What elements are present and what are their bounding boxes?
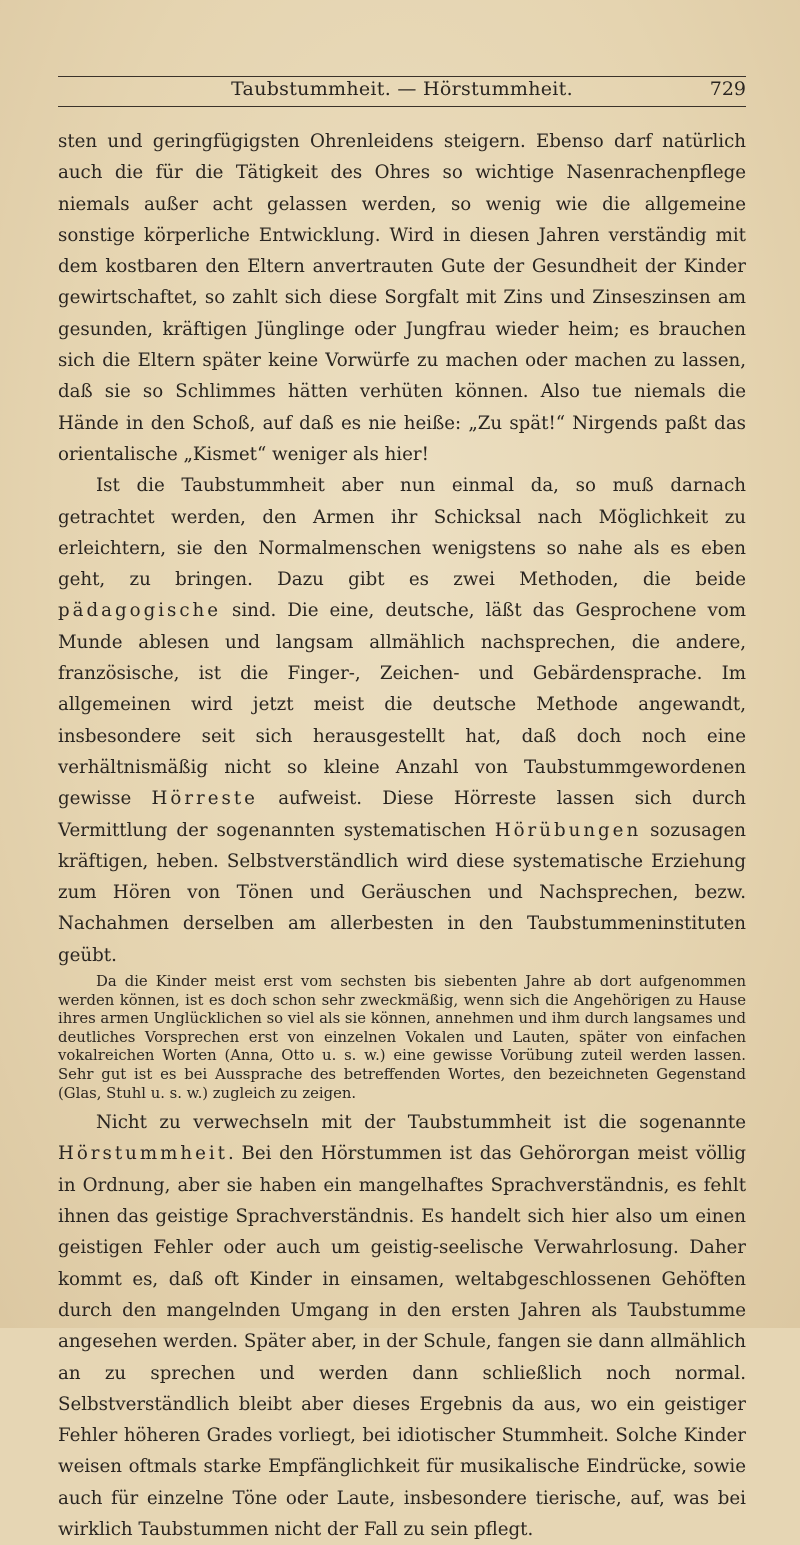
paragraph-text: sind. Die eine, deutsche, läßt das Gesprochene vom Munde ablesen und langsam allmählich nachsprechen, die andere, französische, ist die Finger-, Zeichen- und Gebärdensprache. Im allgemeinen wird jetzt meist die deutsche Methode angewandt, insbesondere seit sich herausgestellt hat, daß doch noch eine verhältnismäßig nicht so kleine Anzahl von Taubstummgewordenen gewisse bbox=[58, 600, 746, 810]
page-number: 729 bbox=[709, 78, 746, 100]
paragraph-text: sozusagen kräftigen, heben. Selbstverständlich wird diese systematische Erziehung zum Hören von Tönen und Geräuschen und Nachsprechen, bezw. Nachahmen derselben am allerbesten in den Taubstummeninstituten geübt. bbox=[58, 819, 746, 966]
paragraph-small-print: Da die Kinder meist erst vom sechsten bis siebenten Jahre ab dort aufgenommen werden können, ist es doch schon sehr zweckmäßig, wenn sich die Angehörigen zu Hause ihres armen Unglücklichen so viel als sie können, annehmen und ihm durch langsames und deutliches Vorsprechen erst von einzelnen Vokalen und Lauten, später von einfachen vokalreichen Worten (Anna, Otto u. s. w.) eine gewisse Vorübung zuteil werden lassen. Sehr gut ist es bei Aussprache des betreffenden Wortes, den bezeichneten Gegenstand (Glas, Stuhl u. s. w.) zugleich zu zeigen. bbox=[58, 973, 746, 1102]
paragraph-methods bbox=[58, 470, 746, 971]
paragraph-text: aufweist. Diese Hörreste lassen sich durch Vermittlung der sogenannten systematischen bbox=[58, 788, 746, 841]
running-head bbox=[58, 78, 746, 106]
body-text bbox=[58, 126, 746, 1545]
paragraph-text: Ist die Taubstummheit aber nun einmal da, so muß darnach getrachtet werden, den Armen ihr Schicksal nach Möglichkeit zu erleichtern, sie den Normalmenschen wenigstens so nahe als es eben geht, zu bringen. Dazu gibt es zwei Methoden, die beide bbox=[58, 475, 746, 591]
header-rule-bottom bbox=[58, 106, 746, 107]
paragraph-continuation: sten und geringfügigsten Ohrenleidens steigern. Ebenso darf natürlich auch die für die Tätigkeit des Ohres so wichtige Nasenrachenpflege niemals außer acht gelassen werden, so wenig wie die allgemeine sonstige körperliche Entwicklung. Wird in diesen Jahren verständig mit dem kostbaren den Eltern anvertrauten Gute der Gesundheit der Kinder gewirtschaftet, so zahlt sich diese Sorgfalt mit Zins und Zinseszinsen am gesunden, kräftigen Jünglinge oder Jungfrau wieder heim; es brauchen sich die Eltern später keine Vorwürfe zu machen oder machen zu lassen, daß sie so Schlimmes hätten verhüten können. Also tue niemals die Hände in den Schoß, auf daß es nie heiße: „Zu spät!“ Nirgends paßt das orientalische „Kismet“ weniger als hier! bbox=[58, 131, 746, 465]
paragraph-hoerstummheit bbox=[58, 1107, 746, 1545]
paragraph-text: . Bei den Hörstummen ist das Gehörorgan meist völlig in Ordnung, aber sie haben ein mangelhaftes Sprachverständnis, es fehlt ihnen das geistige Sprachverständnis. Es handelt sich hier also um einen geistigen Fehler oder auch um geistig-seelische Verwahrlosung. Daher kommt es, daß oft Kinder in einsamen, weltabgeschlossenen Gehöften durch den mangelnden Umgang in den ersten Jahren als Taubstumme angesehen werden. Später aber, in der Schule, fangen sie dann allmählich an zu sprechen und werden dann schließlich noch normal. Selbstverständlich bleibt aber dieses Ergebnis da aus, wo ein geistiger Fehler höheren Grades vorliegt, bei idiotischer Stummheit. Solche Kinder weisen oftmals starke Empfänglichkeit für musikalische Eindrücke, sowie auch für einzelne Töne oder Laute, insbesondere tierische, auf, was bei wirklich Taubstummen nicht der Fall zu sein pflegt. bbox=[58, 1143, 746, 1541]
running-title: Taubstummheit. — Hörstummheit. bbox=[231, 78, 573, 100]
emphasis-paedagogische: pädagogische bbox=[58, 600, 222, 622]
header-rule-top bbox=[58, 76, 746, 77]
emphasis-hoerreste: Hörreste bbox=[151, 788, 258, 810]
emphasis-hoeruebungen: Hörübungen bbox=[494, 819, 642, 841]
emphasis-hoerstummheit: Hörstummheit bbox=[58, 1143, 228, 1165]
paragraph-text: Nicht zu verwechseln mit der Taubstummheit ist die sogenannte bbox=[96, 1112, 746, 1134]
